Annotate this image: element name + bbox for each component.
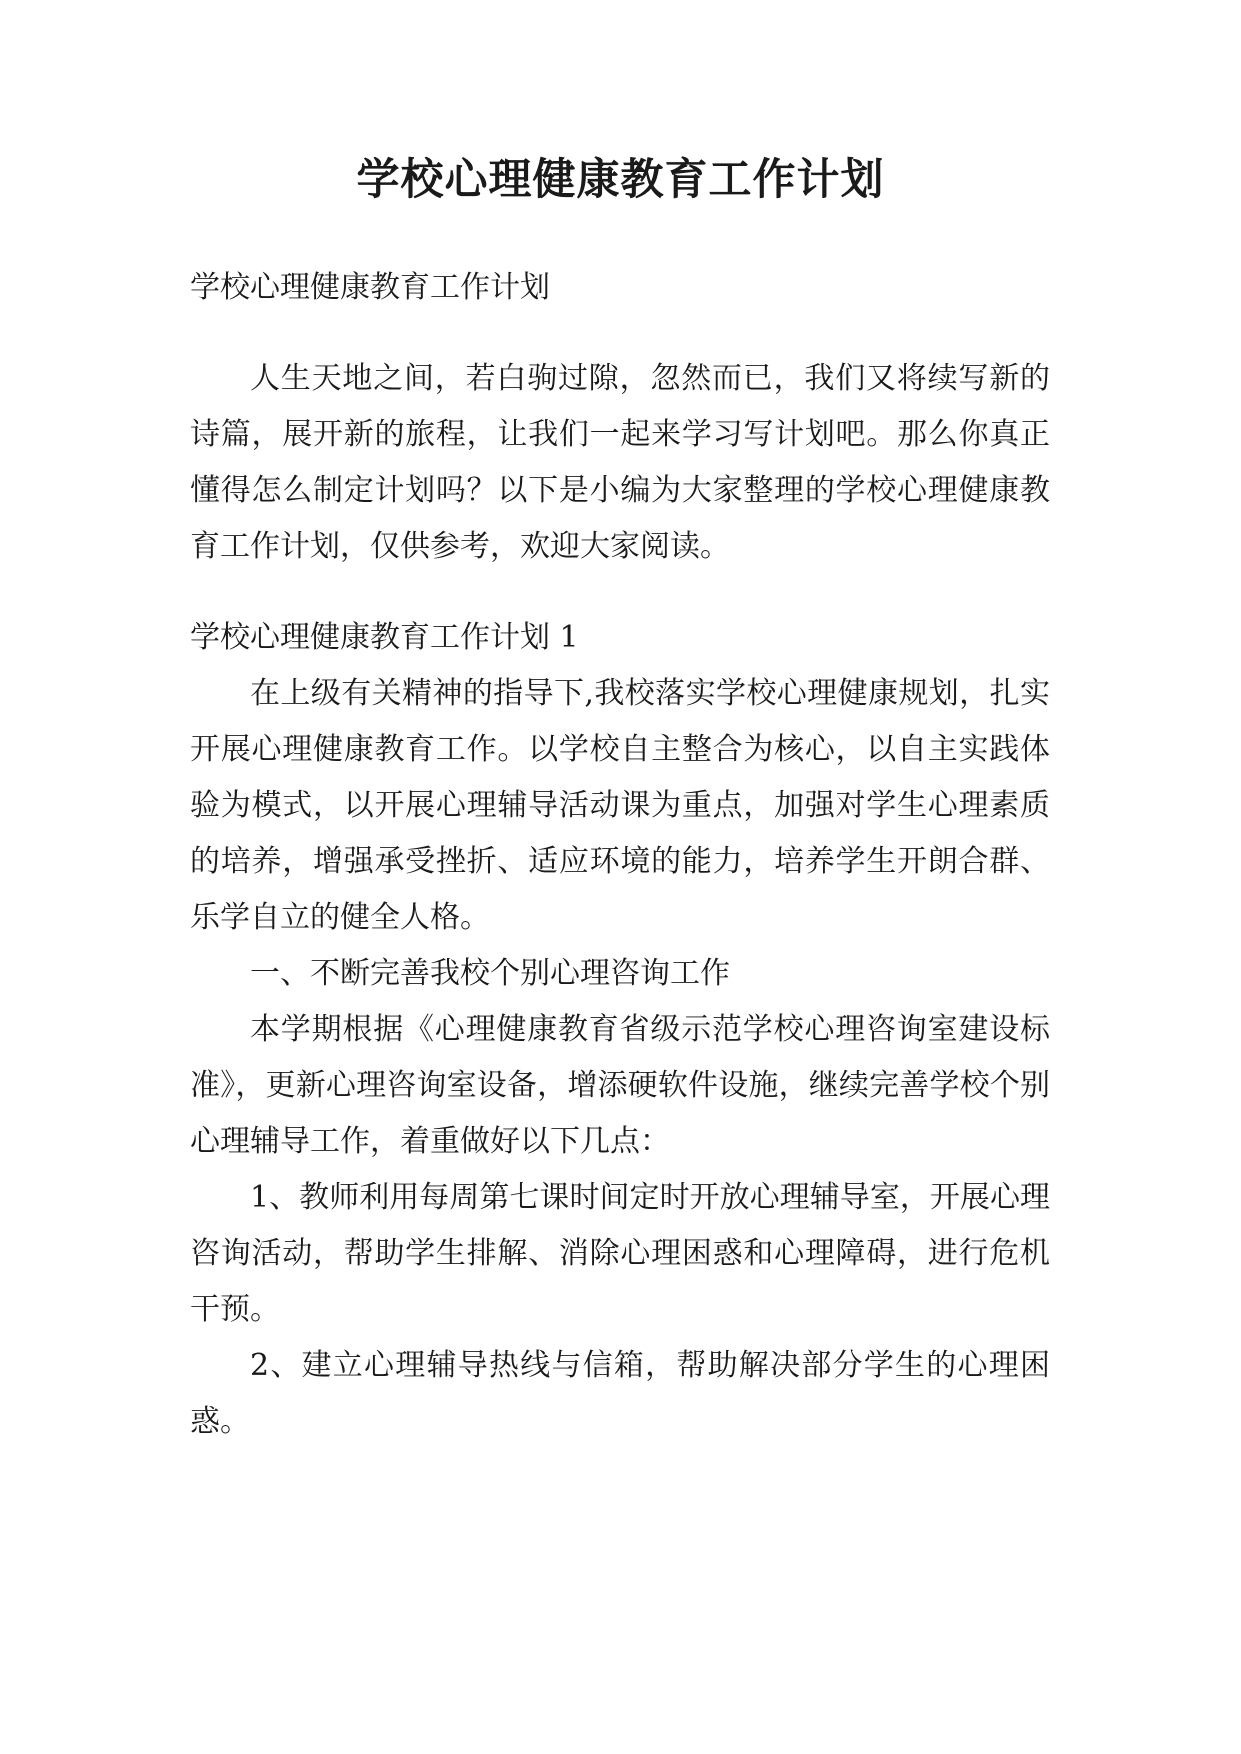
plan-heading: 学校心理健康教育工作计划 1 — [190, 620, 579, 655]
document-body — [190, 260, 1050, 1450]
body-paragraph: 在上级有关精神的指导下,我校落实学校心理健康规划，扎实开展心理健康教育工作。以学校自主整合为核心，以自主实践体验为模式，以开展心理辅导活动课为重点，加强对学生心理素质的培养，增强承受挫折、适应环境的能力，培养学生开朗合群、乐学自立的健全人格。 — [190, 676, 1050, 935]
body-paragraph: 本学期根据《心理健康教育省级示范学校心理咨询室建设标准》，更新心理咨询室设备，增添硬软件设施，继续完善学校个别心理辅导工作，着重做好以下几点： — [190, 1012, 1050, 1159]
document-subtitle: 学校心理健康教育工作计划 — [190, 270, 550, 305]
section-heading: 一、不断完善我校个别心理咨询工作 — [250, 956, 730, 991]
list-item: 1、教师利用每周第七课时间定时开放心理辅导室，开展心理咨询活动，帮助学生排解、消除心理困惑和心理障碍，进行危机干预。 — [190, 1180, 1050, 1327]
intro-paragraph: 人生天地之间，若白驹过隙，忽然而已，我们又将续写新的诗篇，展开新的旅程，让我们一起来学习写计划吧。那么你真正懂得怎么制定计划吗？以下是小编为大家整理的学校心理健康教育工作计划，仅供参考，欢迎大家阅读。 — [190, 361, 1050, 564]
list-item: 2、建立心理辅导热线与信箱，帮助解决部分学生的心理困惑。 — [190, 1348, 1050, 1439]
document-title: 学校心理健康教育工作计划 — [356, 155, 885, 205]
